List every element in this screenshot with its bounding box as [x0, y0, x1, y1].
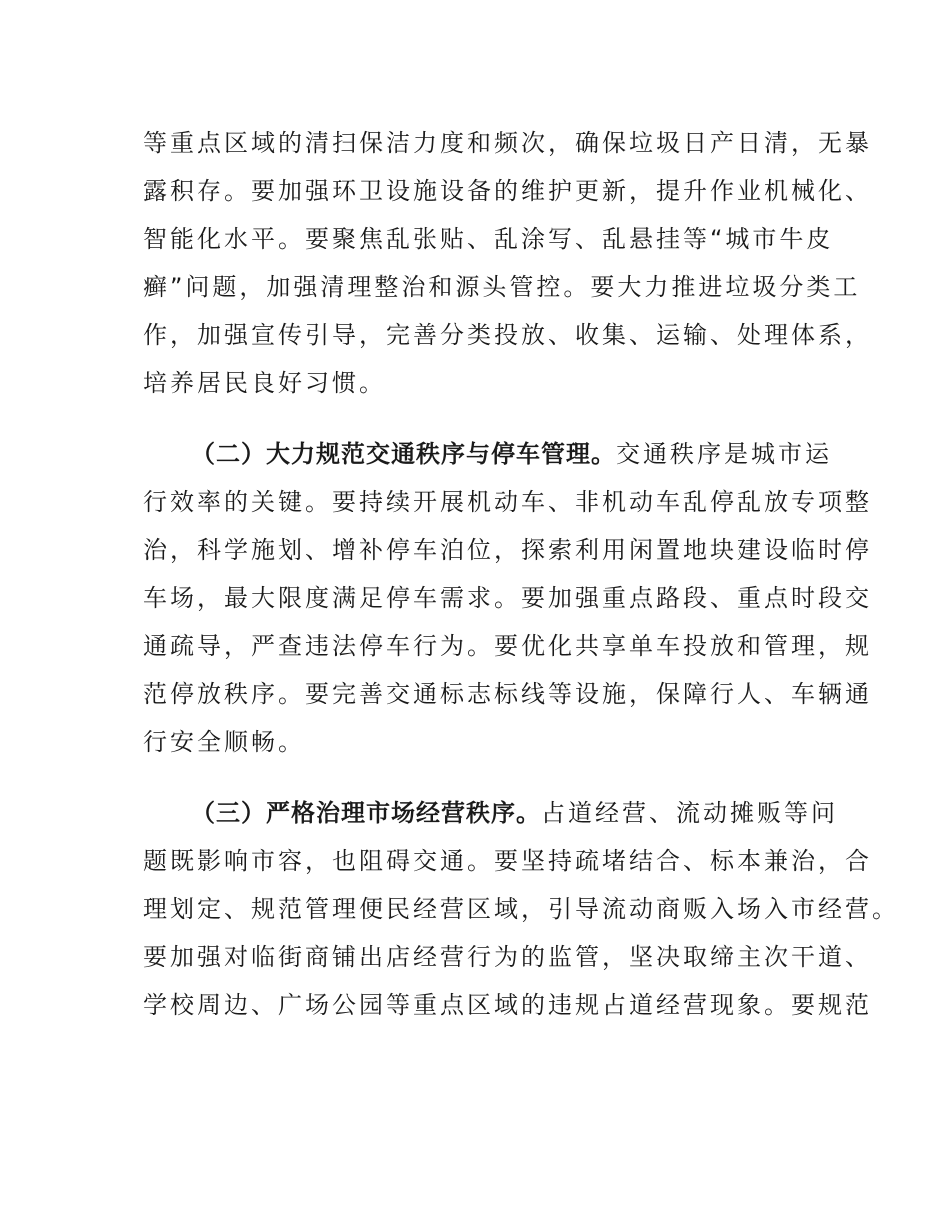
paragraph-line: 通疏导，严查违法停车行为。要优化共享单车投放和管理，规: [143, 632, 872, 660]
paragraph-sanitation: [143, 119, 872, 407]
paragraph-line: 智能化水平。要聚焦乱张贴、乱涂写、乱悬挂等“城市牛皮: [143, 225, 834, 253]
paragraph-line: 治，科学施划、增补停车泊位，探索利用闲置地块建设临时停: [143, 536, 872, 564]
paragraph-line: 范停放秩序。要完善交通标志标线等设施，保障行人、车辆通: [143, 680, 872, 708]
paragraph-market: [143, 789, 899, 1029]
paragraph-line: 行效率的关键。要持续开展机动车、非机动车乱停乱放专项整: [143, 488, 872, 516]
document-body: [143, 119, 899, 1052]
paragraph-line: 题既影响市容，也阻碍交通。要坚持疏堵结合、标本兼治，合: [143, 847, 872, 875]
paragraph-first-line: [143, 789, 838, 837]
paragraph-line: 行安全顺畅。: [143, 728, 305, 756]
paragraph-line: 车场，最大限度满足停车需求。要加强重点路段、重点时段交: [143, 584, 872, 612]
paragraph-line: 要加强对临街商铺出店经营行为的监管，坚决取缔主次干道、: [143, 943, 872, 971]
paragraph-line: 癣”问题，加强清理整治和源头管控。要大力推进垃圾分类工: [143, 273, 861, 301]
paragraph-line: 等重点区域的清扫保洁力度和频次，确保垃圾日产日清，无暴: [143, 129, 872, 157]
section-heading-market: （三）严格治理市场经营秩序。: [191, 799, 541, 827]
paragraph-first-line: [143, 430, 832, 478]
paragraph-line: 培养居民良好习惯。: [143, 369, 386, 397]
paragraph-line: 学校周边、广场公园等重点区域的违规占道经营现象。要规范: [143, 991, 872, 1019]
paragraph-first-line-text: 交通秩序是城市运: [616, 440, 832, 468]
paragraph-traffic: [143, 430, 872, 766]
section-heading-traffic: （二）大力规范交通秩序与停车管理。: [191, 440, 616, 468]
paragraph-line: 理划定、规范管理便民经营区域，引导流动商贩入场入市经营。: [143, 895, 899, 923]
paragraph-line: 作，加强宣传引导，完善分类投放、收集、运输、处理体系，: [143, 321, 872, 349]
paragraph-line: 露积存。要加强环卫设施设备的维护更新，提升作业机械化、: [143, 177, 872, 205]
paragraph-first-line-text: 占道经营、流动摊贩等问: [541, 799, 838, 827]
